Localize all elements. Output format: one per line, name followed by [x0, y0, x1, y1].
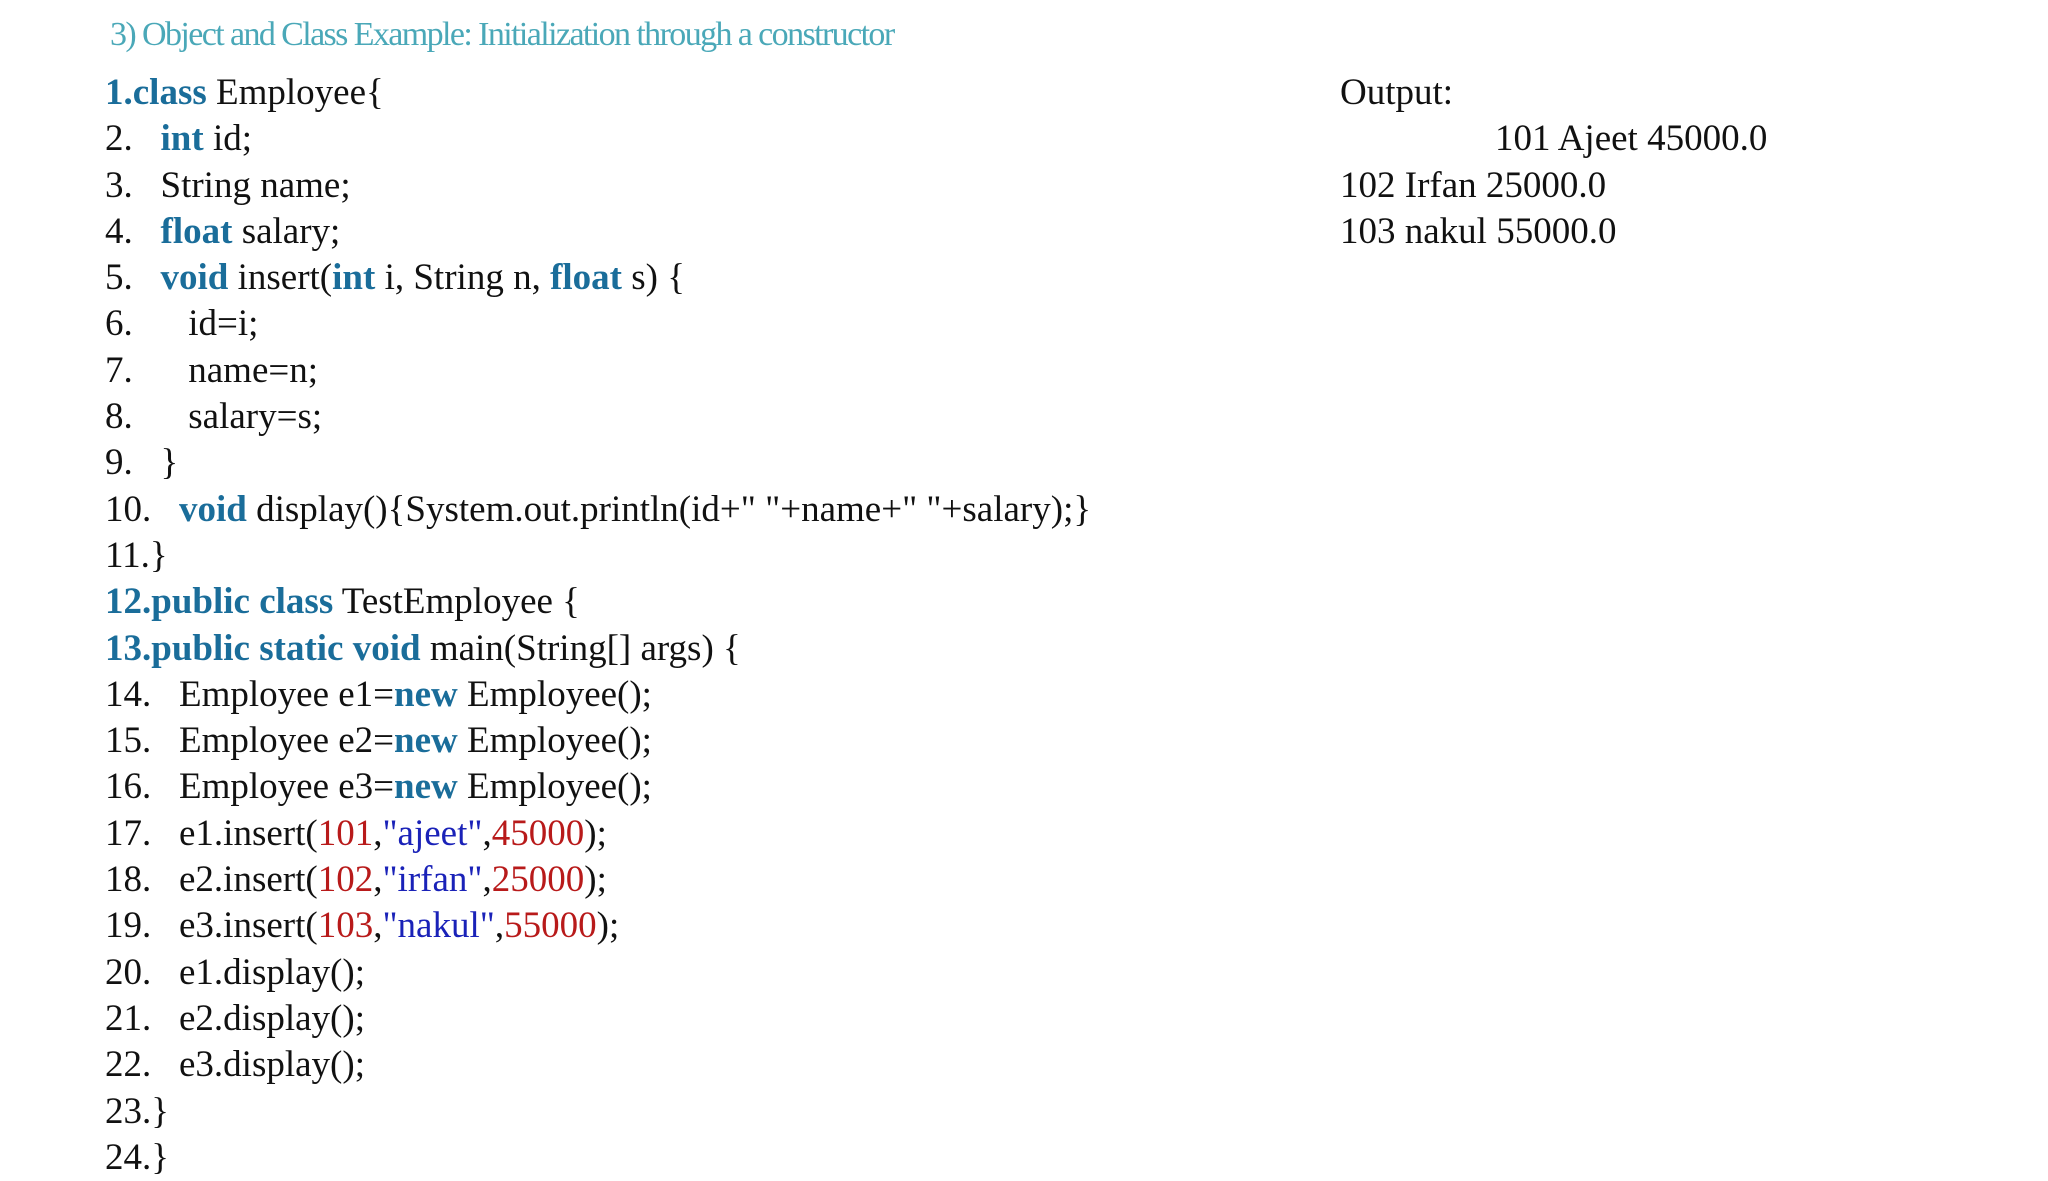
code-line [105, 718, 1355, 764]
code-string: "ajeet" [382, 812, 483, 854]
code-line [105, 950, 1355, 996]
code-keyword: 1. [105, 72, 133, 113]
code-line [105, 579, 1355, 625]
code-number: 101 [317, 812, 374, 854]
code-line [105, 1089, 1355, 1135]
code-text: 16. Employee e3= [105, 766, 395, 808]
code-number: 102 [317, 859, 374, 901]
code-keyword: class [259, 581, 334, 623]
code-line [105, 301, 1355, 347]
code-text: , [373, 905, 383, 947]
code-text: , [482, 859, 492, 901]
code-line [105, 440, 1355, 486]
code-text: 21. e2.display(); [105, 997, 365, 1039]
code-line [105, 116, 1355, 162]
code-text: 8. salary=s; [105, 396, 323, 438]
code-line [105, 533, 1355, 579]
code-text: , [482, 812, 492, 854]
code-text [250, 628, 259, 669]
code-text: main(String[] args) { [420, 627, 741, 669]
code-text: 4. [105, 210, 161, 252]
code-text: 15. Employee e2= [105, 720, 395, 762]
code-keyword: new [394, 720, 458, 762]
code-keyword: 13. [105, 627, 152, 669]
code-text: 5. [105, 257, 161, 299]
code-keyword: class [132, 72, 207, 113]
code-text: salary; [232, 210, 341, 252]
code-text [250, 581, 259, 622]
code-keyword: static [259, 627, 344, 669]
code-line [105, 70, 1355, 116]
code-line [105, 255, 1355, 301]
code-keyword: 12. [105, 581, 152, 623]
code-text: id; [203, 118, 252, 160]
code-keyword: float [160, 210, 233, 252]
code-text: 3. String name; [105, 164, 351, 206]
code-line [105, 996, 1355, 1042]
code-text: Employee(); [457, 720, 652, 762]
code-keyword: void [352, 627, 421, 669]
code-keyword: new [394, 673, 458, 715]
slide-title: 3) Object and Class Example: Initialization through a constructor [110, 16, 894, 53]
code-line [105, 857, 1355, 903]
code-text: 19. e3.insert( [105, 905, 318, 947]
code-text: 14. Employee e1= [105, 673, 395, 715]
code-line [105, 394, 1355, 440]
code-text: 10. [105, 488, 179, 530]
code-keyword: int [160, 118, 204, 160]
code-listing [105, 70, 1355, 1178]
code-line [105, 672, 1355, 718]
output-label: Output: [1340, 72, 1454, 113]
code-keyword: new [394, 766, 458, 808]
code-keyword: public [151, 627, 250, 669]
code-keyword: void [179, 488, 247, 530]
output-line: 101 Ajeet 45000.0 [1495, 118, 1768, 160]
code-text: , [373, 859, 383, 901]
code-line [105, 348, 1355, 394]
output-line: 103 nakul 55000.0 [1340, 210, 1617, 252]
code-number: 103 [317, 905, 374, 947]
code-line [105, 811, 1355, 857]
code-line [105, 487, 1355, 533]
code-line [105, 764, 1355, 810]
code-text: 18. e2.insert( [105, 859, 318, 901]
code-text: insert( [228, 257, 333, 299]
code-text: 24.} [105, 1136, 170, 1178]
code-text: 7. name=n; [105, 349, 319, 391]
code-number: 45000 [491, 812, 585, 854]
code-text: i, String n, [375, 257, 551, 299]
code-line [105, 1135, 1355, 1178]
code-text: , [373, 812, 383, 854]
code-line [105, 1042, 1355, 1088]
code-text: 23.} [105, 1090, 170, 1132]
code-string: "nakul" [382, 905, 495, 947]
code-text: 17. e1.insert( [105, 812, 318, 854]
code-text: 9. } [105, 442, 179, 484]
code-number: 55000 [504, 905, 597, 947]
code-number: 25000 [491, 859, 585, 901]
code-keyword: int [332, 257, 376, 299]
output-line: 102 Irfan 25000.0 [1340, 164, 1607, 206]
code-line [105, 209, 1355, 255]
code-text: TestEmployee { [333, 581, 580, 623]
code-text: 20. e1.display(); [105, 951, 365, 993]
code-text: 2. [105, 118, 161, 160]
code-text: , [494, 905, 505, 947]
code-line [105, 626, 1355, 672]
code-line [105, 163, 1355, 209]
code-keyword: void [160, 257, 229, 299]
code-text [343, 628, 352, 669]
code-text: ); [596, 905, 620, 947]
code-text: s) { [622, 257, 685, 299]
code-text: ); [584, 859, 607, 901]
code-text: Employee(); [457, 766, 652, 808]
code-text: ); [584, 812, 607, 854]
code-keyword: public [151, 581, 250, 623]
code-text: 22. e3.display(); [105, 1044, 365, 1086]
code-text: 11.} [105, 534, 168, 576]
code-text: 6. id=i; [105, 303, 259, 345]
output-panel [1340, 70, 2000, 255]
code-keyword: float [550, 257, 623, 299]
code-text: Employee{ [206, 72, 384, 113]
code-line [105, 903, 1355, 949]
code-string: "irfan" [382, 859, 483, 901]
code-text: Employee(); [457, 673, 652, 715]
code-text: display(){System.out.println(id+" "+name+" "+salary);} [246, 488, 1092, 530]
